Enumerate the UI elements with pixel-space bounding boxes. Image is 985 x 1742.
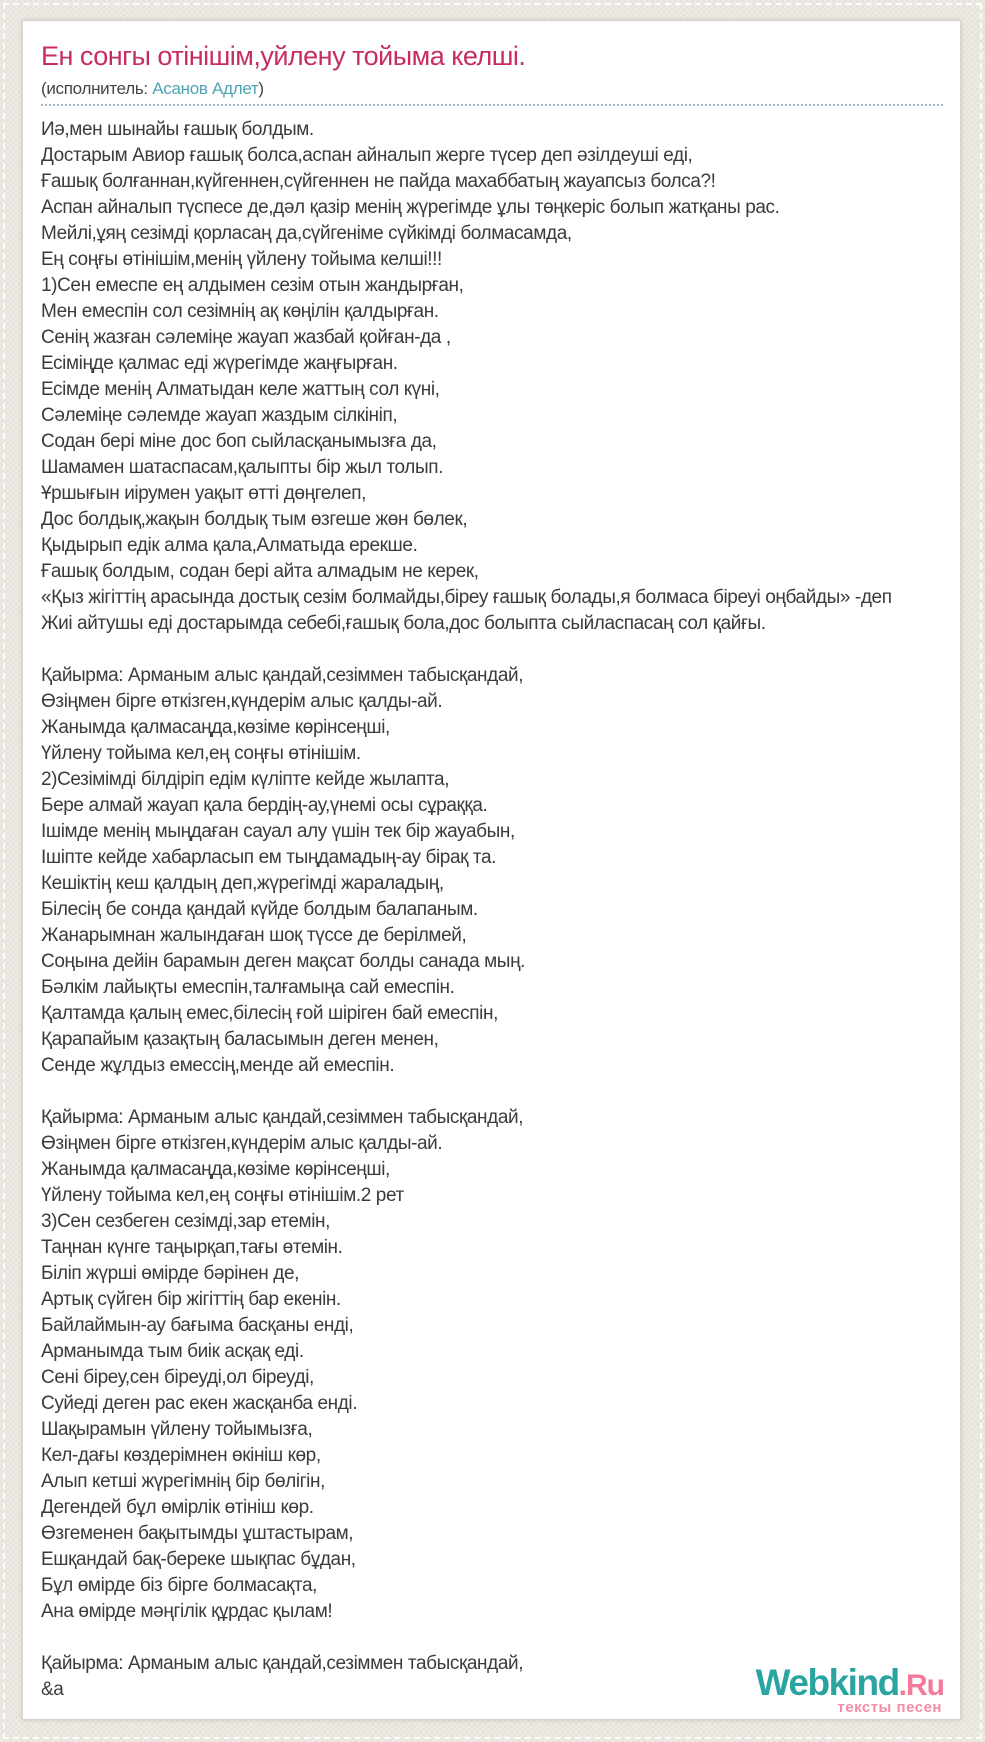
lyric-line: Сенің жазған сәлеміңе жауап жазбай қойған-да , (41, 327, 451, 348)
lyric-line: Арманымда тым биік асқақ еді. (41, 1341, 304, 1362)
lyric-line (41, 1079, 960, 1105)
lyric-line: 3)Сен сезбеген сезімді,зар етемін, (41, 1211, 330, 1232)
artist-link[interactable]: Асанов Адлет (152, 79, 259, 98)
lyric-line: Соңына дейін барамын деген мақсат болды санада мың. (41, 951, 526, 972)
artist-label-prefix: (исполнитель: (41, 79, 153, 98)
lyric-line: Алып кетші жүрегімнің бір бөлігін, (41, 1471, 325, 1492)
lyric-line: Өзіңмен бірге өткізген,күндерім алыс қалды-ай. (41, 691, 443, 712)
artist-label-suffix: ) (258, 79, 264, 98)
lyric-line: Үйлену тойыма кел,ең соңғы өтінішім.2 рет (41, 1185, 404, 1206)
song-title: Ен сонгы отінішім,уйлену тойыма келші. (41, 41, 526, 71)
lyric-line: Жанымда қалмасаңда,көзіме көрінсеңші, (41, 717, 390, 738)
lyric-line: Мейлі,ұяң сезімді қорласаң да,сүйгеніме сүйкімді болмасамда, (41, 223, 572, 244)
lyric-line: «Қыз жігіттің арасында достық сезім болмайды,біреу ғашық болады,я болмаса біреуі оңбайды» -деп (41, 587, 892, 608)
artist-line (41, 79, 942, 99)
lyric-line: Жанарымнан жалындаған шоқ түссе де берілмей, (41, 925, 467, 946)
lyric-line: &a (41, 1679, 64, 1700)
lyric-line: Сәлеміңе сәлемде жауап жаздым сілкініп, (41, 405, 398, 426)
lyric-line: Ішімде менің мыңдаған сауал алу үшін тек бір жауабын, (41, 821, 515, 842)
lyric-line: Өзіңмен бірге өткізген,күндерім алыс қалды-ай. (41, 1133, 443, 1154)
lyric-line: Сені біреу,сен біреуді,ол біреуді, (41, 1367, 314, 1388)
lyric-line: Қалтамда қалың емес,білесің ғой шіріген бай емеспін, (41, 1003, 498, 1024)
webkind-logo-text: Webkind (755, 1662, 899, 1703)
lyric-line: Біліп жүрші өмірде бәрінен де, (41, 1263, 299, 1284)
lyric-line: Ешқандай бақ-береке шықпас бұдан, (41, 1549, 356, 1570)
lyric-line: Бұл өмірде біз бірге болмасақта, (41, 1575, 318, 1596)
lyric-line: Білесің бе сонда қандай күйде болдым балапаным. (41, 899, 478, 920)
lyric-line (41, 637, 960, 663)
lyric-line: Мен емеспін сол сезімнің ақ көңілін қалдырған. (41, 301, 439, 322)
lyric-line: 1)Сен емеспе ең алдымен сезім отын жандырған, (41, 275, 464, 296)
lyric-line: Ғашық болғаннан,күйгеннен,сүйгеннен не пайда махаббатың жауапсыз болса?! (41, 171, 716, 192)
lyric-line: Бәлкім лайықты емеспін,талғамыңа сай емеспін. (41, 977, 455, 998)
lyric-line: Ғашық болдым, содан бері айта алмадым не керек, (41, 561, 479, 582)
lyric-line: Қарапайым қазақтың баласымын деген менен, (41, 1029, 439, 1050)
lyric-line: Ана өмірде мәңгілік құрдас қылам! (41, 1601, 333, 1622)
lyric-line: Қыдырып едік алма қала,Алматыда ерекше. (41, 535, 418, 556)
lyric-line: Байлаймын-ау бағыма басқаны енді, (41, 1315, 354, 1336)
lyric-line: Кел-дағы көздерімнен өкініш көр, (41, 1445, 321, 1466)
lyric-line: Ішіпте кейде хабарласып ем тыңдамадың-ау бірақ та. (41, 847, 497, 868)
lyric-line: Содан бері міне дос боп сыйласқанымызға да, (41, 431, 437, 452)
lyric-line: Аспан айналып түспесе де,дәл қазір менің жүрегімде ұлы төңкеріс болып жатқаны рас. (41, 197, 780, 218)
webkind-logo-tagline: тексты песен (837, 1699, 942, 1716)
lyric-line: Өзгеменен бақытымды ұштастырам, (41, 1523, 354, 1544)
lyric-line: Бере алмай жауап қала бердің-ау,үнемі осы сұраққа. (41, 795, 488, 816)
lyric-line: Шамамен шатаспасам,қалыпты бір жыл толып. (41, 457, 443, 478)
lyric-line: Кешіктің кеш қалдың деп,жүрегімді жараладың, (41, 873, 444, 894)
lyric-line: Жанымда қалмасаңда,көзіме көрінсеңші, (41, 1159, 390, 1180)
lyrics-text (41, 117, 960, 1703)
lyric-line: Артық сүйген бір жігіттің бар екенін. (41, 1289, 341, 1310)
lyric-line: Дос болдық,жақын болдық тым өзгеше жөн бөлек, (41, 509, 468, 530)
lyric-line: Шақырамын үйлену тойымызға, (41, 1419, 313, 1440)
lyric-line: Таңнан күнге таңырқап,тағы өтемін. (41, 1237, 343, 1258)
lyric-line: 2)Сезімімді білдіріп едім күліпте кейде жылапта, (41, 769, 450, 790)
lyric-line: Үйлену тойыма кел,ең соңғы өтінішім. (41, 743, 361, 764)
lyric-line: Есіміңде қалмас еді жүрегімде жаңғырған. (41, 353, 398, 374)
lyric-line: Ең соңғы өтінішім,менің үйлену тойыма келші!!! (41, 249, 442, 270)
lyric-line: Қайырма: Арманым алыс қандай,сезіммен табысқандай, (41, 1107, 524, 1128)
webkind-logo-row (756, 1664, 944, 1701)
lyric-line: Дегендей бұл өмірлік өтініш көр. (41, 1497, 314, 1518)
lyric-line: Иә,мен шынайы ғашық болдым. (41, 119, 314, 140)
lyric-line: Жиі айтушы еді достарымда себебі,ғашық бола,дос болыпта сыйласпасаң сол қайғы. (41, 613, 766, 634)
lyric-line: Сенде жұлдыз емессің,менде ай емеспін. (41, 1055, 395, 1076)
lyric-line: Есімде менің Алматыдан келе жаттың сол күні, (41, 379, 440, 400)
lyric-line: Қайырма: Арманым алыс қандай,сезіммен табысқандай, (41, 1653, 524, 1674)
lyric-line (41, 1625, 960, 1651)
lyric-line: Ұршығын иірумен уақыт өтті дөңгелеп, (41, 483, 366, 504)
lyric-line: Қайырма: Арманым алыс қандай,сезіммен табысқандай, (41, 665, 524, 686)
webkind-logo[interactable] (756, 1664, 944, 1715)
dotted-separator (41, 104, 943, 106)
lyrics-sheet (22, 20, 961, 1720)
webkind-logo-ru-text: .Ru (898, 1669, 944, 1702)
lyric-line: Достарым Авиор ғашық болса,аспан айналып жерге түсер деп әзілдеуші еді, (41, 145, 693, 166)
lyric-line: Суйеді деген рас екен жасқанба енді. (41, 1393, 358, 1414)
